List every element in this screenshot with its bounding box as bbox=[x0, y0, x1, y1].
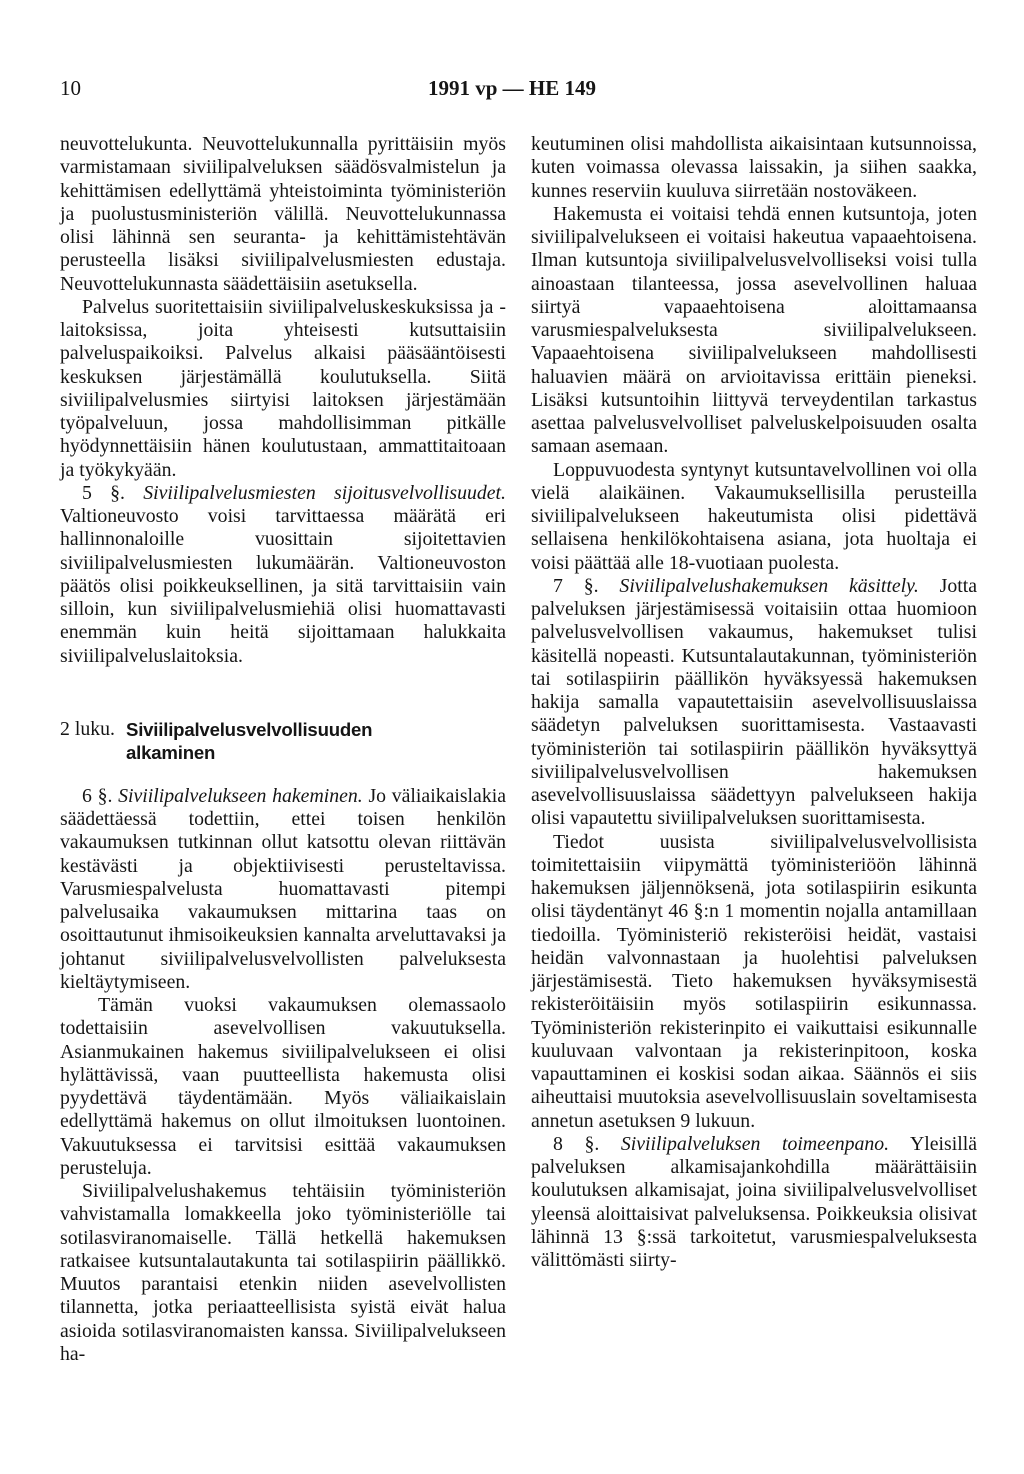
page-header bbox=[60, 76, 964, 106]
left-column bbox=[60, 133, 506, 1366]
section-number: 5 §. bbox=[82, 481, 125, 504]
section-text: Jo väliaikaislakia säädettäessä todettiin, ettei toisen henkilön vakaumuksen tutkinnan ollut katsottu olevan riittävän kestävästi ja objektiivisesti perusteltavissa. Varusmiespalvelusta huomattavasti pitempi palvelusaika vakaumuksen mittarina taas on osoittautunut ihmisoikeuksien kannalta arveluttavaksi ja johtanut siviilipalvelusvelvollisten palveluksesta kieltäytymiseen. bbox=[60, 784, 506, 993]
paragraph: keutuminen olisi mahdollista aikaisintaan kutsunnoissa, kuten voimassa olevassa laissakin, ja siihen saakka, kunnes reserviin kuuluva siirretään nostoväkeen. bbox=[531, 133, 977, 202]
paragraph: Hakemusta ei voitaisi tehdä ennen kutsuntoja, joten siviilipalvelukseen ei voitaisi hakeutua vapaaehtoisena. Ilman kutsuntoja siviilipalvelusvelvolliseksi voisi tulla ainoastaan tilanteessa, jossa asevelvollinen haluaa siirtyä vapaaehtoisena aloittamaansa varusmiespalveluksesta siviilipalvelukseen. Vapaaehtoisena siviilipalvelukseen mahdollisesti haluavien määrä on arvioitavissa erittäin pieneksi. Lisäksi kutsuntoihin liittyvä terveydentilan tarkastus asettaa palvelusvelvolliset palveluskelpoisuuden osalta samaan asemaan. bbox=[531, 202, 977, 458]
chapter-title-line: Siviilipalvelusvelvollisuuden bbox=[126, 718, 373, 740]
chapter-title-line: alkaminen bbox=[126, 741, 216, 763]
page-number: 10 bbox=[60, 76, 81, 100]
section-title: Siviilipalvelusmiesten sijoitusvelvollisuudet. bbox=[143, 481, 506, 504]
section-number: 8 §. bbox=[553, 1132, 600, 1155]
running-title: 1991 vp — HE 149 bbox=[427, 76, 597, 100]
section-title: Siviilipalvelukseen hakeminen. bbox=[118, 784, 363, 807]
section-6-paragraph bbox=[60, 785, 506, 994]
section-title: Siviilipalveluksen toimeenpano. bbox=[620, 1132, 890, 1155]
section-text: Jotta palveluksen järjestämisessä voitaisiin ottaa huomioon palvelusvelvollisen vakaumus, hakemukset tulisi käsitellä nopeasti. Kutsuntalautakunnan, työministeriön tai sotilaspiirin päällikön hyväksyessä hakemuksen hakija samalla vapautettaisiin asevelvollisuuslaissa säädetyn palveluksen suorittamisesta. Vastaavasti työministeriön tai sotilaspiirin päällikön hyväksyttyä siviilipalvelusvelvollisen hakemuksen asevelvollisuuslaissa säädettyyn palvelukseen hakija olisi vapautettu siviilipalveluksen suorittamisesta. bbox=[531, 574, 977, 830]
paragraph: Siviilipalvelushakemus tehtäisiin työministeriön vahvistamalla lomakkeella joko työministeriölle tai sotilasviranomaiselle. Tällä hetkellä hakemuksen ratkaisee kutsuntalautakunta tai sotilaspiirin päällikkö. Muutos parantaisi etenkin niiden asevelvollisten tilannetta, jotka periaatteellisista syistä eivät halua asioida sotilasviranomaisten kanssa. Siviilipalvelukseen ha- bbox=[60, 1180, 506, 1365]
section-number: 7 §. bbox=[553, 574, 599, 597]
chapter-heading bbox=[60, 718, 506, 764]
paragraph: Tiedot uusista siviilipalvelusvelvollisista toimitettaisiin viipymättä työministeriöön lähinnä hakemuksen jäljennöksenä, jota sotilaspiirin esikunta olisi täydentänyt 46 §:n 1 momentin nojalla antamillaan tiedoilla. Työministeriö rekisteröisi heidät, vastaisi heidän valvonnastaan ja huolehtisi palveluksen järjestämisestä. Tieto hakemuksen hyväksymisestä rekisteröitäisiin myös sotilaspiirin esikunnassa. Työministeriön rekisterinpito ei vaikuttaisi esikunnalle kuuluvaan valvontaan ja rekisterinpitoon, koska vapauttaminen ei koskisi sodan aikaa. Säännös ei siis aiheuttaisi muutoksia asevelvollisuuslain soveltamisesta annetun asetuksen 9 lukuun. bbox=[531, 830, 977, 1132]
section-number: 6 §. bbox=[82, 784, 113, 807]
chapter-title bbox=[126, 718, 372, 764]
section-text: Yleisillä palveluksen alkamisajankohdilla määrättäisiin koulutuksen alkamisajat, joina siviilipalvelusvelvolliset yleensä aloittaisivat palveluksensa. Poikkeuksia olisivat lähinnä 13 §:ssä tarkoitetut, varusmiespalveluksesta välittömästi siirty- bbox=[531, 1132, 977, 1271]
section-5-paragraph bbox=[60, 482, 506, 668]
paragraph: Palvelus suoritettaisiin siviilipalveluskeskuksissa ja -laitoksissa, joita yhteisesti kutsuttaisiin palveluspaikoiksi. Palvelus alkaisi pääsääntöisesti keskuksen järjestämällä koulutuksella. Siitä siviilipalvelusmies siirtyisi laitoksen järjestämään työpalveluun, jossa mahdollisimman pitkälle hyödynnettäisiin hänen koulutustaan, ammattitaitoaan ja työkykyään. bbox=[60, 295, 506, 481]
chapter-number: 2 luku. bbox=[60, 717, 115, 740]
section-8-paragraph bbox=[531, 1133, 977, 1273]
paragraph: Loppuvuodesta syntynyt kutsuntavelvollinen voi olla vielä alaikäinen. Vakaumuksellisilla perusteilla siviilipalvelukseen hakeutumista olisi pidettävä sellaisena henkilökohtaisena asiana, jota huoltaja ei voisi päättää alle 18-vuotiaan puolesta. bbox=[531, 458, 977, 574]
right-column bbox=[531, 133, 977, 1272]
section-7-paragraph bbox=[531, 575, 977, 831]
paragraph: neuvottelukunta. Neuvottelukunnalla pyrittäisiin myös varmistamaan siviilipalveluksen säädösvalmistelun ja kehittämisen edellyttämä yhteistoiminta työministeriön ja puolustusministeriön välillä. Neuvottelukunnassa olisi lähinnä sen seuranta- ja kehittämistehtävän perusteella lisäksi siviilipalvelusmiesten edustaja. Neuvottelukunnasta säädettäisiin asetuksella. bbox=[60, 133, 506, 295]
section-text: Valtioneuvosto voisi tarvittaessa määrätä eri hallinnonaloille vuosittain sijoitettavien siviilipalvelusmiesten lukumäärän. Valtioneuvoston päätös olisi poikkeuksellinen, ja sitä tarvittaisiin vain silloin, kun siviilipalvelusmiehiä olisi huomattavasti enemmän kuin heitä sijoittamaan halukkaita siviilipalveluslaitoksia. bbox=[60, 505, 506, 667]
paragraph: Tämän vuoksi vakaumuksen olemassaolo todettaisiin asevelvollisen vakuutuksella. Asianmukainen hakemus siviilipalvelukseen ei olisi hylättävissä, vaan puutteellista hakemusta olisi pyydettävä täydentämään. Myös väliaikaislain edellyttämä hakemus on ollut ilmoituksen luontoinen. Vakuutuksessa ei tarvitsisi esittää vakaumuksen perusteluja. bbox=[60, 994, 506, 1179]
section-title: Siviilipalvelushakemuksen käsittely. bbox=[619, 574, 919, 597]
